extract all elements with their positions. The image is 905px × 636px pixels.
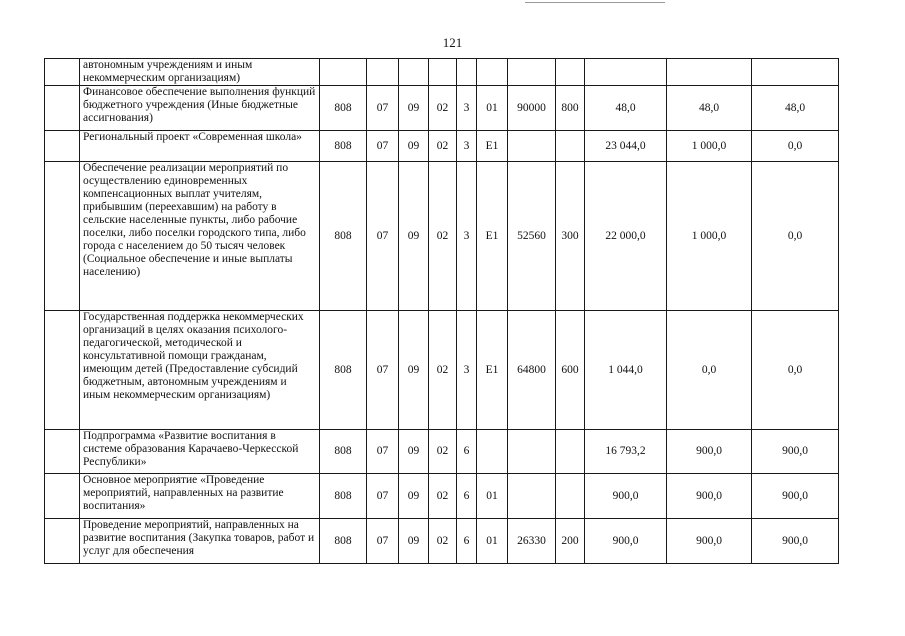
name-cell: Региональный проект «Современная школа» xyxy=(80,131,320,162)
ministry-cell: 808 xyxy=(320,131,367,162)
ministry-cell xyxy=(320,59,367,86)
page-number: 121 xyxy=(442,35,463,50)
amount-3-cell: 0,0 xyxy=(752,162,839,311)
indent-cell xyxy=(45,311,80,430)
ministry-cell: 808 xyxy=(320,162,367,311)
indent-cell xyxy=(45,474,80,519)
table-row xyxy=(45,311,839,430)
direction-cell: 64800 xyxy=(508,311,556,430)
table-row xyxy=(45,162,839,311)
direction-cell: 90000 xyxy=(508,86,556,131)
subsection-cell: 09 xyxy=(399,311,429,430)
program-cell: 02 xyxy=(429,162,457,311)
amount-2-cell: 48,0 xyxy=(667,86,752,131)
program-cell xyxy=(429,59,457,86)
program-cell: 02 xyxy=(429,311,457,430)
program-cell: 02 xyxy=(429,430,457,474)
amount-3-cell: 900,0 xyxy=(752,430,839,474)
name-cell: Подпрограмма «Развитие воспитания в системе образования Карачаево-Черкесской Республики» xyxy=(80,430,320,474)
scan-artifact-line xyxy=(525,2,665,3)
subprogram-cell: 6 xyxy=(457,519,477,564)
event-cell: 01 xyxy=(477,474,508,519)
section-cell: 07 xyxy=(367,474,399,519)
table-row xyxy=(45,430,839,474)
subsection-cell: 09 xyxy=(399,474,429,519)
indent-cell xyxy=(45,131,80,162)
indent-cell xyxy=(45,162,80,311)
expense-type-cell: 200 xyxy=(556,519,585,564)
table-row xyxy=(45,59,839,86)
program-cell: 02 xyxy=(429,519,457,564)
indent-cell xyxy=(45,519,80,564)
subsection-cell: 09 xyxy=(399,162,429,311)
section-cell: 07 xyxy=(367,311,399,430)
amount-3-cell: 48,0 xyxy=(752,86,839,131)
subprogram-cell: 3 xyxy=(457,86,477,131)
expense-type-cell xyxy=(556,430,585,474)
subprogram-cell xyxy=(457,59,477,86)
indent-cell xyxy=(45,59,80,86)
subsection-cell: 09 xyxy=(399,519,429,564)
table-row xyxy=(45,131,839,162)
name-cell: Основное мероприятие «Проведение мероприятий, направленных на развитие воспитания» xyxy=(80,474,320,519)
amount-1-cell: 23 044,0 xyxy=(585,131,667,162)
table-row xyxy=(45,86,839,131)
section-cell: 07 xyxy=(367,131,399,162)
program-cell: 02 xyxy=(429,474,457,519)
direction-cell xyxy=(508,474,556,519)
name-cell: Обеспечение реализации мероприятий по осуществлению единовременных компенсационных выплат учителям, прибывшим (переехавшим) на работу в сельские населенные пункты, либо рабочие поселки, либо поселки городского типа, либо города с населением до 50 тысяч человек (Социальное обеспечение и иные выплаты населению) xyxy=(80,162,320,311)
subprogram-cell: 3 xyxy=(457,131,477,162)
expense-type-cell xyxy=(556,131,585,162)
direction-cell: 52560 xyxy=(508,162,556,311)
amount-1-cell: 48,0 xyxy=(585,86,667,131)
expense-type-cell: 300 xyxy=(556,162,585,311)
expense-type-cell xyxy=(556,59,585,86)
amount-3-cell: 0,0 xyxy=(752,311,839,430)
amount-2-cell: 900,0 xyxy=(667,519,752,564)
ministry-cell: 808 xyxy=(320,86,367,131)
amount-1-cell: 900,0 xyxy=(585,519,667,564)
ministry-cell: 808 xyxy=(320,519,367,564)
amount-1-cell: 900,0 xyxy=(585,474,667,519)
amount-2-cell: 1 000,0 xyxy=(667,131,752,162)
amount-3-cell: 900,0 xyxy=(752,474,839,519)
event-cell xyxy=(477,59,508,86)
event-cell: E1 xyxy=(477,131,508,162)
name-cell: Государственная поддержка некоммерческих организаций в целях оказания психолого-педагогической, методической и консультативной помощи гражданам, имеющим детей (Предоставление субсидий бюджетным, автономным учреждениям и иным некоммерческим организациям) xyxy=(80,311,320,430)
amount-3-cell xyxy=(752,59,839,86)
section-cell: 07 xyxy=(367,162,399,311)
program-cell: 02 xyxy=(429,86,457,131)
section-cell: 07 xyxy=(367,430,399,474)
direction-cell xyxy=(508,430,556,474)
amount-3-cell: 900,0 xyxy=(752,519,839,564)
event-cell: 01 xyxy=(477,519,508,564)
amount-2-cell: 0,0 xyxy=(667,311,752,430)
ministry-cell: 808 xyxy=(320,430,367,474)
expense-type-cell xyxy=(556,474,585,519)
subprogram-cell: 6 xyxy=(457,474,477,519)
direction-cell xyxy=(508,59,556,86)
subsection-cell: 09 xyxy=(399,430,429,474)
amount-2-cell: 1 000,0 xyxy=(667,162,752,311)
event-cell: E1 xyxy=(477,311,508,430)
subprogram-cell: 6 xyxy=(457,430,477,474)
section-cell: 07 xyxy=(367,519,399,564)
indent-cell xyxy=(45,430,80,474)
name-cell: Проведение мероприятий, направленных на развитие воспитания (Закупка товаров, работ и услуг для обеспечения xyxy=(80,519,320,564)
name-cell: Финансовое обеспечение выполнения функций бюджетного учреждения (Иные бюджетные ассигнования) xyxy=(80,86,320,131)
section-cell xyxy=(367,59,399,86)
direction-cell xyxy=(508,131,556,162)
subprogram-cell: 3 xyxy=(457,311,477,430)
subsection-cell xyxy=(399,59,429,86)
program-cell: 02 xyxy=(429,131,457,162)
table-row xyxy=(45,474,839,519)
direction-cell: 26330 xyxy=(508,519,556,564)
amount-2-cell: 900,0 xyxy=(667,430,752,474)
ministry-cell: 808 xyxy=(320,474,367,519)
event-cell: 01 xyxy=(477,86,508,131)
amount-3-cell: 0,0 xyxy=(752,131,839,162)
budget-table xyxy=(44,58,839,564)
event-cell: E1 xyxy=(477,162,508,311)
name-cell: автономным учреждениям и иным некоммерческим организациям) xyxy=(80,59,320,86)
amount-1-cell: 22 000,0 xyxy=(585,162,667,311)
table-row xyxy=(45,519,839,564)
subsection-cell: 09 xyxy=(399,86,429,131)
amount-1-cell: 16 793,2 xyxy=(585,430,667,474)
amount-1-cell: 1 044,0 xyxy=(585,311,667,430)
indent-cell xyxy=(45,86,80,131)
amount-2-cell: 900,0 xyxy=(667,474,752,519)
event-cell xyxy=(477,430,508,474)
amount-1-cell xyxy=(585,59,667,86)
expense-type-cell: 800 xyxy=(556,86,585,131)
amount-2-cell xyxy=(667,59,752,86)
table-body xyxy=(45,59,839,564)
expense-type-cell: 600 xyxy=(556,311,585,430)
subsection-cell: 09 xyxy=(399,131,429,162)
ministry-cell: 808 xyxy=(320,311,367,430)
section-cell: 07 xyxy=(367,86,399,131)
subprogram-cell: 3 xyxy=(457,162,477,311)
